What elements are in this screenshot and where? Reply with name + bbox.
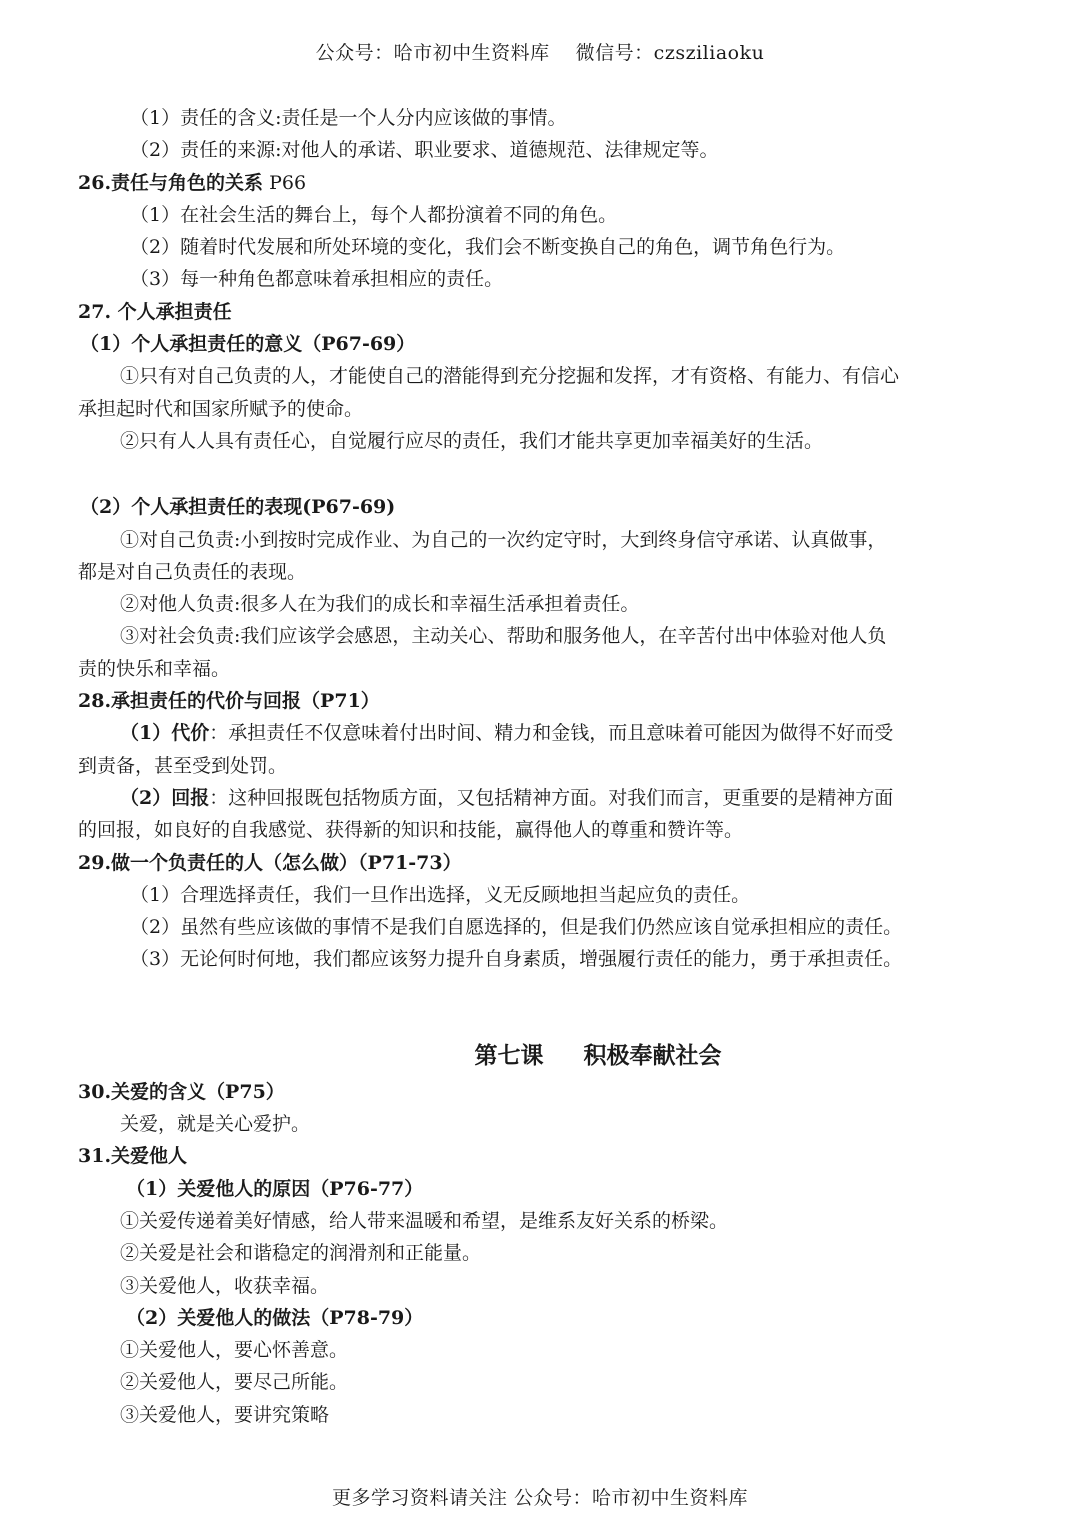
- list-item: ①只有对自己负责的人，才能使自己的潜能得到充分挖掘和发挥，才有资格、有能力、有信心: [120, 365, 900, 388]
- list-item-continuation: 的回报，如良好的自我感觉、获得新的知识和技能，赢得他人的尊重和赞许等。: [78, 819, 744, 842]
- list-item-continuation: 到责备，甚至受到处罚。: [78, 754, 288, 777]
- section-31-heading: 31.关爱他人: [78, 1145, 188, 1168]
- section-26-heading: [78, 167, 1008, 199]
- list-item-continuation: 都是对自己负责任的表现。: [78, 560, 307, 583]
- list-item: （1）合理选择责任，我们一旦作出选择，义无反顾地担当起应负的责任。: [130, 883, 751, 906]
- page-header: 公众号：哈市初中生资料库 微信号：czsziliaoku: [315, 42, 765, 64]
- document-body: [78, 102, 1008, 1431]
- list-item: [78, 782, 1008, 814]
- section-31-subheading-2: （2）关爱他人的做法（P78-79）: [126, 1306, 424, 1329]
- list-item: ②关爱是社会和谐稳定的润滑剂和正能量。: [120, 1242, 482, 1265]
- blank-line: [78, 457, 1008, 491]
- blank-line: [78, 976, 1008, 1036]
- lesson-number: 第七课: [474, 1041, 544, 1069]
- page-footer: 更多学习资料请关注 公众号：哈市初中生资料库: [331, 1487, 749, 1509]
- list-item: （3）每一种角色都意味着承担相应的责任。: [130, 268, 504, 291]
- section-26-ref: P66: [263, 171, 307, 194]
- section-26-title: 26.责任与角色的关系: [78, 171, 264, 194]
- list-item: ③关爱他人，收获幸福。: [120, 1274, 330, 1297]
- list-item: ③关爱他人，要讲究策略: [120, 1403, 330, 1426]
- list-item: （1）在社会生活的舞台上，每个人都扮演着不同的角色。: [130, 203, 618, 226]
- section-30-heading: 30.关爱的含义（P75）: [78, 1080, 285, 1103]
- list-item: （2）随着时代发展和所处环境的变化，我们会不断变换自己的角色，调节角色行为。: [130, 236, 846, 259]
- reward-label: （2）回报: [120, 786, 210, 809]
- cost-label: （1）代价: [120, 722, 210, 745]
- list-item: 关爱，就是关心爱护。: [120, 1113, 311, 1136]
- list-item-continuation: 承担起时代和国家所赋予的使命。: [78, 397, 364, 420]
- section-27-heading: 27. 个人承担责任: [78, 300, 232, 323]
- list-item: ①关爱他人，要心怀善意。: [120, 1339, 349, 1362]
- cost-text: ：承担责任不仅意味着付出时间、精力和金钱，而且意味着可能因为做得不好而受: [209, 722, 894, 745]
- list-item: ①对自己负责:小到按时完成作业、为自己的一次约定守时，大到终身信守承诺、认真做事，: [120, 528, 887, 551]
- section-27-subheading-2: （2）个人承担责任的表现(P67-69): [80, 496, 396, 519]
- list-item: ②关爱他人，要尽己所能。: [120, 1371, 349, 1394]
- list-item: （2）虽然有些应该做的事情不是我们自愿选择的，但是我们仍然应该自觉承担相应的责任。: [130, 916, 903, 939]
- section-29-heading: 29.做一个负责任的人（怎么做）（P71-73）: [78, 851, 462, 874]
- list-item-continuation: 责的快乐和幸福。: [78, 657, 231, 680]
- list-item: ①关爱传递着美好情感，给人带来温暖和希望，是维系友好关系的桥梁。: [120, 1209, 729, 1232]
- lesson-title: [78, 1036, 1008, 1076]
- responsibility-source: （2）责任的来源:对他人的承诺、职业要求、道德规范、法律规定等。: [130, 139, 719, 162]
- list-item: ②对他人负责:很多人在为我们的成长和幸福生活承担着责任。: [120, 593, 640, 616]
- responsibility-meaning: （1）责任的含义:责任是一个人分内应该做的事情。: [130, 107, 567, 129]
- lesson-name: 积极奉献社会: [583, 1041, 722, 1069]
- reward-text: ：这种回报既包括物质方面，又包括精神方面。对我们而言，更重要的是精神方面: [209, 786, 894, 809]
- section-28-heading: 28.承担责任的代价与回报（P71）: [78, 690, 380, 713]
- list-item: ②只有人人具有责任心，自觉履行应尽的责任，我们才能共享更加幸福美好的生活。: [120, 429, 824, 452]
- list-item: [78, 717, 1008, 749]
- list-item: ③对社会负责:我们应该学会感恩，主动关心、帮助和服务他人，在辛苦付出中体验对他人负: [120, 625, 887, 648]
- list-item: （3）无论何时何地，我们都应该努力提升自身素质，增强履行责任的能力，勇于承担责任。: [130, 948, 903, 971]
- section-27-subheading-1: （1）个人承担责任的意义（P67-69）: [80, 333, 416, 356]
- section-31-subheading-1: （1）关爱他人的原因（P76-77）: [126, 1177, 424, 1200]
